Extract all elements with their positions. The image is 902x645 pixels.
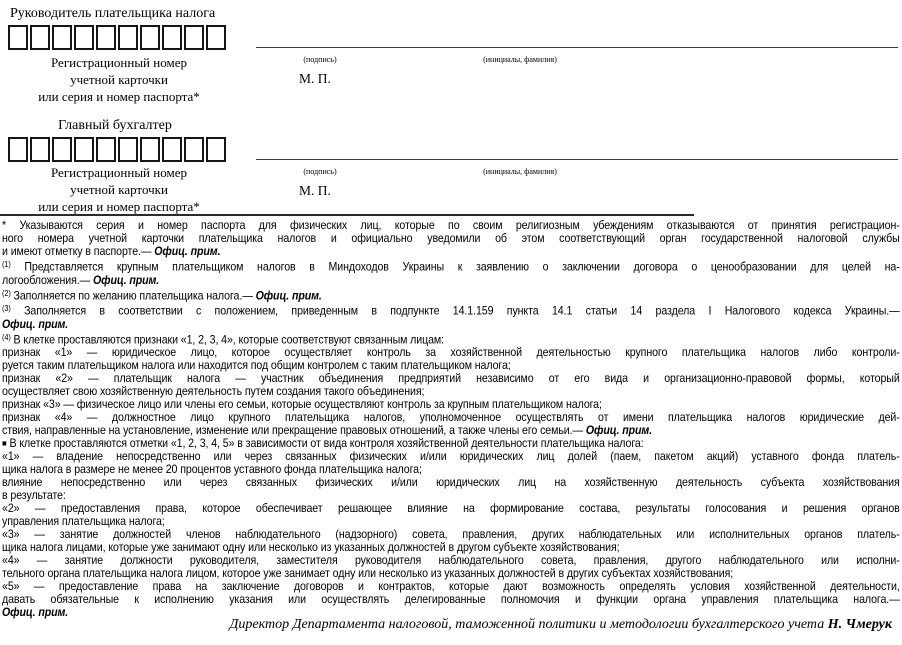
input-cell[interactable] [118,137,138,162]
footnote-line [2,274,900,287]
signoff-line [229,617,892,633]
official-note: Офиц. прим. [2,317,69,331]
footnote-line [2,424,900,437]
footnote-text: ного номера учетной карточки плательщика налогов и официально уведомили об этом соответствующий орган государственной налоговой службы [2,232,900,245]
footnote-marker: (3) [2,304,11,313]
input-cell[interactable] [74,137,94,162]
caption-line: или серия и номер паспорта* [38,199,200,214]
footnote-line [2,318,900,331]
director-caption [8,54,230,105]
accountant-signature-line [256,159,898,160]
footnote-marker: (1) [2,260,11,269]
footnote-line [2,489,900,502]
footnote-text: В клетке проставляются отметки «1, 2, 3, 4, 5» в зависимости от вида контроля хозяйственной деятельности плательщика налога: [6,437,644,450]
input-cell[interactable] [52,25,72,50]
input-cell[interactable] [52,137,72,162]
director-sign-label: (подпись) [303,55,337,64]
footnote-line [2,437,900,450]
footnote-text: и имеют отметку в паспорте.— [2,245,155,258]
input-cell[interactable] [162,25,182,50]
footnote-text: «2» — предоставления права, которое обеспечивает решающее влияние на формирование состава, результаты голосования и решения органов [2,502,900,515]
official-note: Офиц. прим. [2,606,69,619]
footnote-line [2,593,900,606]
footnote-line [2,287,900,303]
footnote-text: ствия, направленные на установление, изменение или прекращение правовых отношений, а также члены его семьи.— [2,424,586,437]
official-note: Офиц. прим. [92,273,160,287]
input-cell[interactable] [74,25,94,50]
footnote-text: тельного органа плательщика налога лицом, которое уже занимает одну или несколько из указанных должностей в других субъектах хозяйствования; [2,567,734,580]
accountant-seal-mark: М. П. [299,183,331,198]
footnote-line [2,463,900,476]
footnote-text: осуществляет свою хозяйственную деятельность путем создания такого объединения; [2,385,425,398]
footnote-text: «1» — владение непосредственно или через связанных физических и/или юридических лиц долей (паем, пакетом акций) уставного фонда платель- [2,450,900,463]
footnote-text: «5» — предоставление права на заключение договоров и контрактов, которые дают возможность определять условия хозяйственной деятельности, [2,580,900,593]
caption-line: Регистрационный номер [51,55,187,70]
footnote-text: руется таким плательщиком налога или находится под общим контролем с таким плательщиком налога; [2,359,511,372]
square-marker-icon: ■ [2,438,7,448]
caption-line: Регистрационный номер [51,165,187,180]
footnotes [2,219,900,619]
official-note: Офиц. прим. [585,424,653,437]
director-seal-mark: М. П. [299,71,331,86]
footnote-marker: (4) [2,332,11,342]
input-cell[interactable] [206,137,226,162]
input-cell[interactable] [96,25,116,50]
footnote-text: * Указываются серия и номер паспорта для физических лиц, которые по своим религиозным убеждениям отказываются от принятия регистрацион- [2,219,900,232]
signoff-name: Н. Чмерук [827,617,892,632]
official-note: Офиц. прим. [255,289,322,302]
input-cell[interactable] [162,137,182,162]
accountant-block-title: Главный бухгалтер [58,118,172,133]
director-block-title: Руководитель плательщика налога [10,6,216,21]
footnote-line [2,528,900,541]
accountant-sign-label: (подпись) [303,167,337,176]
footnote-line [2,567,900,580]
footnote-text: щика налога в размере не менее 20 процентов уставного фонда плательщика налога; [2,463,422,476]
director-reg-number-cells [8,25,226,50]
footnote-line [2,302,900,318]
footnote-line [2,219,900,232]
footnote-text: влияние непосредственно или через связанных физических и/или юридических лиц на хозяйственную деятельность субъекта хозяйствования [2,476,900,489]
footnote-text: «4» — занятие должности руководителя, заместителя руководителя наблюдательного совета, правления, другого наблюдательного или исполни- [2,554,900,567]
footnote-line [2,331,900,347]
footnote-line [2,541,900,554]
caption-line: учетной карточки [70,182,168,197]
footnote-line [2,385,900,398]
input-cell[interactable] [184,25,204,50]
footnote-text: в результате: [2,489,66,502]
director-initials-label: (инициалы, фамилия) [483,55,557,64]
official-note: Офиц. прим. [154,245,221,258]
footnote-text: Представляется крупным плательщиком налогов в Миндоходов Украины к заявлению о заключении договора о ценообразовании для целей на- [10,260,900,274]
footnote-line [2,258,900,274]
input-cell[interactable] [140,137,160,162]
signoff-role: Директор Департамента налоговой, таможенной политики и методологии бухгалтерского учета [229,617,828,632]
footnote-marker: (2) [2,288,11,298]
caption-line: учетной карточки [70,72,168,87]
footnote-line [2,398,900,411]
accountant-caption [8,164,230,215]
footnote-line [2,502,900,515]
footnote-text: щика налога лицами, которые уже занимают одну или несколько из указанных должностей в другом субъекте хозяйствования; [2,541,620,554]
footnote-line [2,346,900,359]
input-cell[interactable] [118,25,138,50]
footnote-text: признак «3» — физическое лицо или члены его семьи, которые осуществляют контроль за крупным плательщиком налога; [2,398,602,411]
input-cell[interactable] [96,137,116,162]
footnote-line [2,554,900,567]
input-cell[interactable] [30,25,50,50]
input-cell[interactable] [8,137,28,162]
footnote-text: давать обязательные к исполнению указания или осуществлять делегированные полномочия и функции органа управления плательщика налога.— [2,593,900,606]
footnote-text: В клетке проставляются признаки «1, 2, 3, 4», которые соответствуют связанным лицам: [10,333,445,346]
footnote-line [2,580,900,593]
footnote-line [2,476,900,489]
accountant-initials-label: (инициалы, фамилия) [483,167,557,176]
input-cell[interactable] [140,25,160,50]
footnote-line [2,450,900,463]
input-cell[interactable] [206,25,226,50]
footnote-line [2,411,900,424]
footnote-divider [0,214,694,216]
director-signature-line [256,47,898,48]
footnote-text: Заполняется в соответствии с положением, приведенным в подпункте 14.1.159 пункта 14.1 статьи 14 раздела I Налогового кодекса Украины.— [10,304,900,318]
caption-line: или серия и номер паспорта* [38,89,200,104]
footnote-text: «3» — занятие должностей членов наблюдательного (надзорного) совета, правления, других наблюдательных или исполнительных органов платель- [2,528,900,541]
footnote-text: признак «2» — плательщик налога — участник объединения предприятий независимо от его вида и организационно-правовой формы, который [2,372,900,385]
footnote-text: управления плательщика налога; [2,515,165,528]
footnote-line [2,515,900,528]
footnote-text: признак «4» — должностное лицо крупного плательщика налогов, уполномоченное осуществлять от имени плательщика налогов юридические дей- [2,411,900,424]
footnote-text: признак «1» — юридическое лицо, которое осуществляет контроль за хозяйственной деятельностью крупного плательщика налогов либо контроли- [2,346,900,359]
footnote-text: Заполняется по желанию плательщика налога.— [10,289,256,302]
footnote-text: логообложения.— [2,273,93,287]
footnote-line [2,372,900,385]
input-cell[interactable] [184,137,204,162]
footnote-line [2,232,900,245]
input-cell[interactable] [30,137,50,162]
footnote-line [2,359,900,372]
accountant-reg-number-cells [8,137,226,162]
input-cell[interactable] [8,25,28,50]
footnote-line [2,245,900,258]
